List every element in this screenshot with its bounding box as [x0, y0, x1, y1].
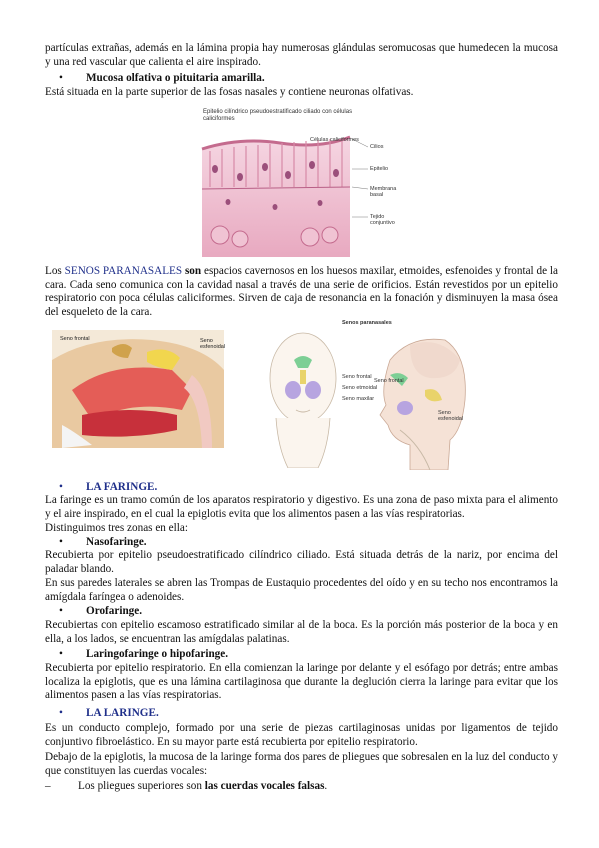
- bullet-mucosa-olfativa: [62, 72, 265, 86]
- list-item-text: Los pliegues superiores son: [78, 780, 205, 792]
- heading-faringe: [62, 481, 157, 495]
- paragraph-faringe-2: Distinguimos tres zonas en ella:: [45, 522, 188, 534]
- label-left-seno-esfenoidal: Seno esfenoidal: [200, 338, 226, 350]
- heading-laringe: [62, 707, 159, 721]
- paragraph-orofaringe: Recubiertas con epitelio escamoso estratificado similar al de la boca. Es la porción más posterior de la boca y en ella, a los lados, se encuentran las amígdalas palatinas.: [45, 619, 558, 645]
- senos-son: son: [182, 265, 202, 277]
- paragraph-laringe-1: Es un conducto complejo, formado por una serie de piezas cartilaginosas unidas por ligamentos de tejido conjuntivo fibroelástico. En su mayor parte está recubierta por epitelio respiratorio.: [45, 722, 558, 748]
- senos-text: espacios cavernosos en los huesos maxilar, etmoides, esfenoides y frontal de la cara. Cada seno comunica con la cavidad nasal a través de una serie de orificios. Están revestidos por un epitelio respiratorio con poca células caliciformes. Sirven de caja de resonancia en la fonación y disminuyen la masa ósea del esqueleto de la cara.: [45, 265, 558, 318]
- sinuses-figure-profile: [370, 330, 470, 470]
- list-item-cuerdas-falsas: [45, 780, 558, 794]
- sinuses-figure-sagittal: [52, 330, 224, 448]
- sinuses-figure-title: Senos paranasales: [342, 320, 392, 326]
- bullet-mucosa-olfativa-text: Mucosa olfativa o pituitaria amarilla.: [86, 72, 265, 84]
- paragraph-laringe-2: Debajo de la epiglotis, la mucosa de la laringe forma dos pares de pliegues que sobresalen en la luz del conducto y que constituyen las cuerdas vocales:: [45, 751, 558, 777]
- paragraph-olfativa: Está situada en la parte superior de las fosas nasales y contiene neuronas olfativas.: [45, 86, 414, 98]
- heading-laringe-text: LA LARINGE.: [86, 707, 159, 719]
- paragraph-senos: [45, 265, 558, 319]
- sagittal-head-illustration: [52, 330, 224, 448]
- label-mid-seno-maxilar: Seno maxilar: [342, 396, 375, 402]
- paragraph-laringofaringe: Recubierta por epitelio respiratorio. En ella comienzan la laringe por delante y el esófago por detrás; entre ambas localiza la epiglotis, que es una lámina cartilaginosa que durante la deglución cierra la laringe para evitar que los alimentos pasen a las vías respiratorias.: [45, 662, 558, 702]
- label-cilios: Cilios: [370, 144, 384, 150]
- heading-faringe-text: LA FARINGE.: [86, 481, 158, 493]
- label-right-seno-frontal: Seno frontal: [374, 378, 404, 384]
- bullet-laringofaringe: [62, 648, 228, 662]
- profile-head-illustration: [370, 330, 470, 470]
- bullet-laringofaringe-text: Laringofaringe o hipofaringe.: [86, 648, 229, 660]
- paragraph-nasofaringe-2: En sus paredes laterales se abren las Trompas de Eustaquio procedentes del oído y en su techo nos encontramos la amígdala faríngea o adenoides.: [45, 577, 558, 603]
- senos-term: SENOS PARANASALES: [64, 265, 183, 277]
- label-mid-seno-frontal: Seno frontal: [342, 374, 372, 380]
- label-membrana-basal: Membrana basal: [370, 186, 397, 198]
- epithelium-figure: [200, 107, 400, 259]
- epithelium-caption: Epitelio cilíndrico pseudoestratificado ciliado con células caliciformes: [203, 109, 353, 122]
- bullet-nasofaringe: [62, 536, 147, 550]
- paragraph-faringe-1: La faringe es un tramo común de los aparatos respiratorio y digestivo. Es una zona de paso mixta para el alimento y el aire inspirado, en el cual la epiglotis evita que los alimentos pasen a las vías respiratorias.: [45, 494, 558, 520]
- bullet-orofaringe: [62, 605, 142, 619]
- label-celulas-caliciformes: Células caliciformes: [310, 137, 359, 143]
- epithelium-illustration: [200, 107, 400, 259]
- paragraph-nasofaringe-1: Recubierta por epitelio pseudoestratificado cilíndrico ciliado. Está situada detrás de la nariz, por encima del paladar blando.: [45, 549, 558, 575]
- label-epitelio: Epitelio: [370, 166, 389, 172]
- label-tejido-conjuntivo: Tejido conjuntivo: [370, 214, 395, 226]
- label-right-seno-esfenoidal: Seno esfenoidal: [438, 410, 464, 422]
- list-item-bold: las cuerdas vocales falsas: [204, 780, 325, 792]
- bullet-nasofaringe-text: Nasofaringe.: [86, 536, 147, 548]
- frontal-face-illustration: [258, 318, 348, 468]
- label-mid-seno-etmoidal: Seno etmoidal: [342, 385, 378, 391]
- senos-lead: Los: [45, 265, 65, 277]
- list-dash: –: [45, 780, 51, 792]
- paragraph-particulas: partículas extrañas, además en la lámina propia hay numerosas glándulas seromucosas que humedecen la mucosa y una red vascular que calienta el aire inspirado.: [45, 42, 558, 68]
- label-left-seno-frontal: Seno frontal: [60, 336, 90, 342]
- list-item-end: .: [324, 780, 328, 792]
- bullet-orofaringe-text: Orofaringe.: [86, 605, 143, 617]
